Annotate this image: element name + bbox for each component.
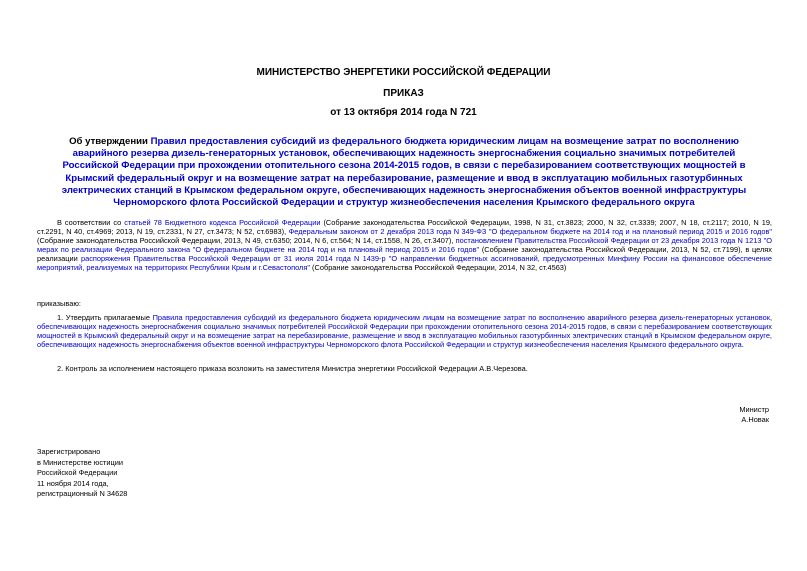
federal-law-link[interactable]: Федеральным законом от 2 декабря 2013 года N 349-ФЗ "О федеральном бюджете на 2014 год и на плановый период 2015 и 2016 годов"	[288, 227, 772, 237]
registration-line: регистрационный N 34628	[37, 489, 128, 499]
orders-word: приказываю:	[37, 299, 81, 308]
title-prefix: Об утверждении	[69, 136, 151, 147]
preamble-text-4: (Собрание законодательства Российской Федерации, 2013, N 52, ст.7199), в целях реализации	[37, 245, 772, 264]
signatory-position: Министр	[739, 405, 769, 414]
preamble-text-5: (Собрание законодательства Российской Федерации, 2014, N 32, ст.4563)	[310, 263, 567, 273]
government-decree-link[interactable]: постановлением Правительства Российской Федерации от 23 декабря 2013 года N 1213 "О мерах по реализации Федерального закона "О федеральном бюджете на 2014 год и на плановый период 2015 и 2016 годов"	[37, 236, 772, 255]
document-type-heading: ПРИКАЗ	[383, 88, 424, 99]
registration-line: в Министерстве юстиции	[37, 457, 124, 467]
registration-block	[37, 447, 127, 500]
budget-code-link[interactable]: статьей 78 Бюджетного кодекса Российской Федерации	[124, 218, 321, 227]
registration-line: Зарегистрировано	[37, 447, 101, 456]
order-item-2: 2. Контроль за исполнением настоящего приказа возложить на заместителя Министра энергетики Российской Федерации А.В.Черезова.	[57, 364, 528, 373]
approved-rules-link[interactable]: Правила предоставления субсидий из федерального бюджета юридическим лицам на возмещение затрат по восполнению аварийного резерва дизель-генераторных установок, обеспечивающих надежность энергоснабжения социально значимых потребителей Российской Федерации при прохождении отопительного сезона 2014-2015 годов, в связи с перебазированием соответствующих мощностей в Крымский федеральный округ и на возмещение затрат на перебазирование, размещение и ввод в эксплуатацию мобильных газотурбинных электрических станций в Крымском федеральном округе, обеспечивающих надежность энергоснабжения объектов военной инфраструктуры Черноморского флота Российской Федерации и структур жизнеобеспечения населения Крымского федерального округа	[37, 313, 772, 350]
registration-line: Российской Федерации	[37, 468, 118, 478]
preamble-text-1: В соответствии со	[57, 218, 125, 227]
order-item-1	[37, 313, 772, 349]
item1-text-2: .	[741, 340, 744, 350]
rules-title-link[interactable]: Правил предоставления субсидий из федерального бюджета юридическим лицам на возмещение затрат по восполнению аварийного резерва дизель-генераторных установок, обеспечивающих надежность энергоснабжения социально значимых потребителей Российской Федерации при прохождении отопительного сезона 2014-2015 годов, в связи с перебазированием соответствующих мощностей в Крымский федеральный округ и на возмещение затрат на перебазирование, размещение и ввод в эксплуатацию мобильных газотурбинных электрических станций в Крымском федеральном округе, обеспечивающих надежность энергоснабжения объектов военной инфраструктуры Черноморского флота Российской Федерации и структур жизнеобеспечения населения Крымского федерального округа	[61, 136, 747, 209]
government-order-link[interactable]: распоряжения Правительства Российской Федерации от 31 июля 2014 года N 1439-р "О направлении бюджетных ассигнований, предусмотренных Минфину России на финансовое обеспечение мероприятий, реализуемых на территориях Республики Крым и г.Севастополя"	[37, 254, 772, 273]
item1-text-1: 1. Утвердить прилагаемые	[57, 313, 153, 322]
document-title	[46, 136, 762, 209]
signatory-name: А.Новак	[741, 415, 769, 424]
document-date-heading: от 13 октября 2014 года N 721	[330, 107, 477, 118]
ministry-heading: МИНИСТЕРСТВО ЭНЕРГЕТИКИ РОССИЙСКОЙ ФЕДЕРАЦИИ	[256, 67, 551, 78]
preamble-text-2: (Собрание законодательства Российской Федерации, 1998, N 31, ст.3823; 2000, N 32, ст.3339; 2007, N 18, ст.2117; 2010, N 19, ст.2291, N 40, ст.4969; 2013, N 19, ст.2331, N 27, ст.3473; N 52, ст.6983),	[37, 218, 772, 237]
signature-block	[739, 405, 769, 425]
registration-line: 11 ноября 2014 года,	[37, 478, 109, 488]
preamble-paragraph	[37, 218, 772, 273]
preamble-text-3: (Собрание законодательства Российской Федерации, 2013, N 49, ст.6350; 2014, N 6, ст.564; N 14, ст.1558, N 26, ст.3407),	[37, 236, 456, 246]
